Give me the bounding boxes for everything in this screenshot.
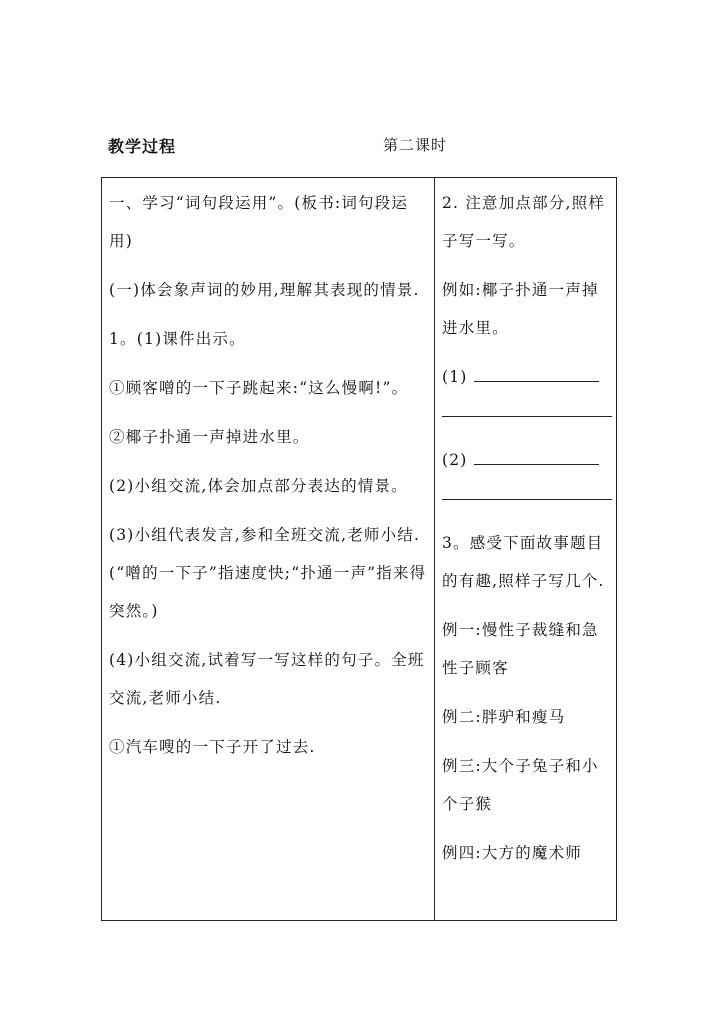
example-title-3: 例三:大个子兔子和小个子猴	[442, 757, 599, 813]
blank-1-label: (1)	[442, 368, 468, 386]
example-title-4: 例四:大方的魔术师	[442, 844, 583, 862]
example-sentence-1: ①顾客噌的一下子跳起来:“这么慢啊!”。	[109, 379, 409, 397]
teaching-process-column	[109, 184, 431, 777]
step-2: (2)小组交流,体会加点部分表达的情景。	[109, 477, 408, 495]
task-2-example: 例如:椰子扑通一声掉进水里。	[442, 281, 599, 337]
step-1: 1。(1)课件出示。	[109, 330, 246, 348]
page-header	[108, 134, 628, 160]
task-2: 2. 注意加点部分,照样子写一写。	[442, 194, 606, 250]
student-sentence: ①汽车嗖的一下子开了过去.	[109, 738, 316, 756]
blank-2-label: (2)	[442, 451, 468, 469]
column-divider	[434, 178, 435, 920]
blank-row-2	[442, 441, 612, 479]
example-title-2: 例二:胖驴和瘦马	[442, 708, 566, 726]
subsection-heading: (一)体会象声词的妙用,理解其表现的情景.	[109, 281, 420, 299]
blank-1-line[interactable]	[474, 361, 599, 382]
blank-row-1	[442, 358, 612, 396]
section-title: 教学过程	[108, 137, 177, 156]
task-3: 3。感受下面故事题目的有趣,照样子写几个.	[442, 534, 605, 590]
step-3: (3)小组代表发言,参和全班交流,老师小结.(“噌的一下子”指速度快;“扑通一声”指来得突然。)	[109, 526, 427, 620]
example-title-1: 例一:慢性子裁缝和急性子顾客	[442, 621, 599, 677]
step-4: (4)小组交流,试着写一写这样的句子。全班交流,老师小结.	[109, 651, 425, 707]
section-heading: 一、学习“词句段运用”。(板书:词句段运用)	[109, 194, 409, 250]
blank-2-line[interactable]	[474, 444, 599, 465]
exercise-column	[442, 184, 612, 883]
period-label: 第二课时	[383, 136, 448, 154]
example-sentence-2: ②椰子扑通一声掉进水里。	[109, 428, 310, 446]
lesson-table	[101, 177, 617, 921]
